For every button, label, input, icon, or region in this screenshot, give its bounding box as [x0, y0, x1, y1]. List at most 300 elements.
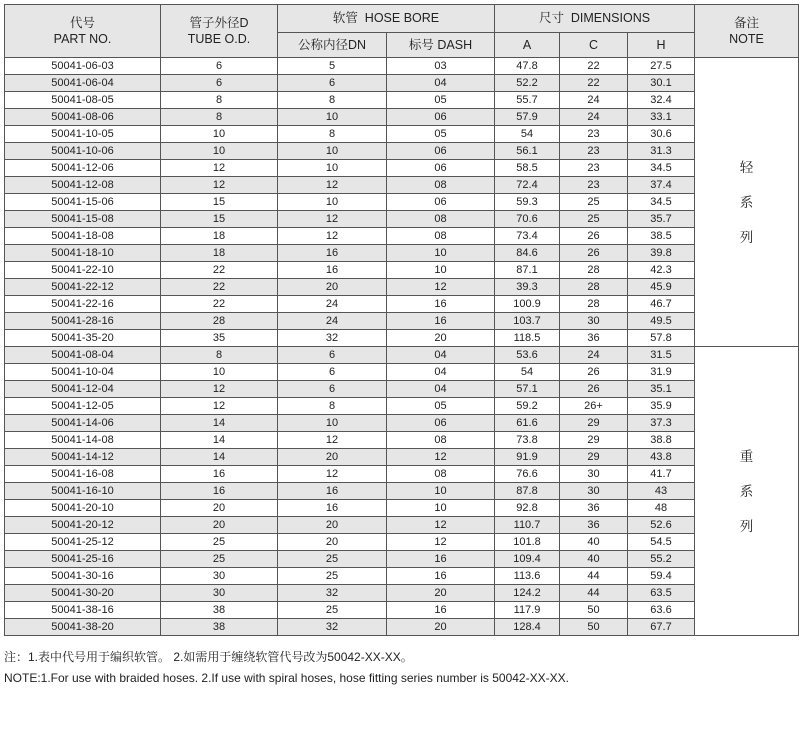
- cell-dn: 20: [278, 534, 387, 551]
- table-row: [5, 177, 799, 194]
- table-row: [5, 551, 799, 568]
- series-note-char: 系: [739, 194, 754, 210]
- table-row: [5, 585, 799, 602]
- cell-dn: 12: [278, 466, 387, 483]
- cell-dn: 10: [278, 143, 387, 160]
- cell-a: 47.8: [495, 58, 560, 75]
- table-row: [5, 602, 799, 619]
- cell-dn: 12: [278, 177, 387, 194]
- cell-c: 26: [560, 381, 628, 398]
- cell-a: 56.1: [495, 143, 560, 160]
- cell-dn: 24: [278, 313, 387, 330]
- cell-part-no: 50041-30-16: [5, 568, 161, 585]
- cell-a: 103.7: [495, 313, 560, 330]
- cell-h: 43: [628, 483, 695, 500]
- cell-dn: 32: [278, 330, 387, 347]
- cell-a: 53.6: [495, 347, 560, 364]
- cell-tube-od: 8: [161, 109, 278, 126]
- cell-a: 58.5: [495, 160, 560, 177]
- cell-a: 54: [495, 126, 560, 143]
- cell-h: 45.9: [628, 279, 695, 296]
- table-row: [5, 432, 799, 449]
- cell-c: 28: [560, 296, 628, 313]
- header-hose-bore: 软管 HOSE BORE: [278, 5, 495, 33]
- cell-part-no: 50041-06-04: [5, 75, 161, 92]
- cell-a: 52.2: [495, 75, 560, 92]
- cell-dash: 16: [387, 313, 495, 330]
- cell-dash: 10: [387, 483, 495, 500]
- cell-c: 30: [560, 313, 628, 330]
- table-row: [5, 619, 799, 636]
- cell-c: 30: [560, 466, 628, 483]
- cell-dash: 16: [387, 296, 495, 313]
- cell-part-no: 50041-08-04: [5, 347, 161, 364]
- cell-dash: 12: [387, 517, 495, 534]
- cell-part-no: 50041-22-16: [5, 296, 161, 313]
- cell-part-no: 50041-20-10: [5, 500, 161, 517]
- cell-part-no: 50041-38-16: [5, 602, 161, 619]
- cell-h: 55.2: [628, 551, 695, 568]
- cell-h: 52.6: [628, 517, 695, 534]
- cell-tube-od: 18: [161, 245, 278, 262]
- table-row: [5, 364, 799, 381]
- cell-dash: 08: [387, 211, 495, 228]
- header-part-no-cn: 代号: [69, 16, 95, 30]
- cell-part-no: 50041-10-05: [5, 126, 161, 143]
- cell-dn: 16: [278, 483, 387, 500]
- header-dimensions: 尺寸 DIMENSIONS: [495, 5, 695, 33]
- cell-tube-od: 30: [161, 585, 278, 602]
- cell-c: 23: [560, 126, 628, 143]
- cell-part-no: 50041-18-08: [5, 228, 161, 245]
- cell-c: 25: [560, 194, 628, 211]
- header-part-no-en: PART NO.: [53, 32, 112, 46]
- table-row: [5, 211, 799, 228]
- cell-c: 36: [560, 330, 628, 347]
- cell-a: 113.6: [495, 568, 560, 585]
- cell-a: 72.4: [495, 177, 560, 194]
- cell-dn: 6: [278, 364, 387, 381]
- cell-dn: 25: [278, 551, 387, 568]
- cell-a: 39.3: [495, 279, 560, 296]
- cell-tube-od: 22: [161, 279, 278, 296]
- cell-h: 63.5: [628, 585, 695, 602]
- header-tube-od-en: TUBE O.D.: [187, 32, 251, 46]
- cell-h: 35.1: [628, 381, 695, 398]
- cell-h: 34.5: [628, 160, 695, 177]
- cell-c: 23: [560, 160, 628, 177]
- table-row: [5, 466, 799, 483]
- cell-a: 128.4: [495, 619, 560, 636]
- table-row: [5, 398, 799, 415]
- table-row: [5, 279, 799, 296]
- cell-dash: 06: [387, 109, 495, 126]
- cell-part-no: 50041-18-10: [5, 245, 161, 262]
- cell-h: 63.6: [628, 602, 695, 619]
- table-row: [5, 483, 799, 500]
- cell-dn: 6: [278, 347, 387, 364]
- cell-c: 40: [560, 534, 628, 551]
- cell-dn: 10: [278, 109, 387, 126]
- cell-tube-od: 20: [161, 517, 278, 534]
- cell-dash: 16: [387, 602, 495, 619]
- cell-dash: 20: [387, 619, 495, 636]
- series-note: [695, 58, 799, 347]
- cell-a: 124.2: [495, 585, 560, 602]
- cell-c: 29: [560, 449, 628, 466]
- series-note-char: 列: [739, 229, 754, 245]
- cell-dash: 04: [387, 347, 495, 364]
- series-note-char: 重: [739, 448, 754, 464]
- table-row: [5, 415, 799, 432]
- table-row: [5, 449, 799, 466]
- cell-dash: 16: [387, 551, 495, 568]
- cell-dash: 05: [387, 92, 495, 109]
- footnotes: [4, 648, 569, 691]
- cell-dash: 10: [387, 262, 495, 279]
- table-row: [5, 92, 799, 109]
- cell-c: 36: [560, 500, 628, 517]
- cell-dn: 5: [278, 58, 387, 75]
- cell-part-no: 50041-25-12: [5, 534, 161, 551]
- cell-dn: 32: [278, 619, 387, 636]
- cell-tube-od: 38: [161, 602, 278, 619]
- cell-dn: 16: [278, 262, 387, 279]
- cell-h: 54.5: [628, 534, 695, 551]
- cell-a: 57.9: [495, 109, 560, 126]
- cell-h: 37.3: [628, 415, 695, 432]
- cell-a: 73.8: [495, 432, 560, 449]
- cell-a: 109.4: [495, 551, 560, 568]
- cell-a: 76.6: [495, 466, 560, 483]
- cell-dash: 04: [387, 364, 495, 381]
- cell-tube-od: 12: [161, 398, 278, 415]
- cell-dn: 25: [278, 602, 387, 619]
- cell-dash: 06: [387, 143, 495, 160]
- cell-h: 37.4: [628, 177, 695, 194]
- cell-h: 31.9: [628, 364, 695, 381]
- header-dash: 标号 DASH: [387, 33, 495, 58]
- cell-part-no: 50041-25-16: [5, 551, 161, 568]
- cell-a: 73.4: [495, 228, 560, 245]
- cell-dash: 12: [387, 449, 495, 466]
- cell-dash: 12: [387, 279, 495, 296]
- header-part-no: [5, 5, 161, 58]
- cell-tube-od: 38: [161, 619, 278, 636]
- cell-tube-od: 35: [161, 330, 278, 347]
- cell-h: 34.5: [628, 194, 695, 211]
- cell-c: 26+: [560, 398, 628, 415]
- cell-h: 38.5: [628, 228, 695, 245]
- cell-part-no: 50041-14-12: [5, 449, 161, 466]
- cell-part-no: 50041-14-06: [5, 415, 161, 432]
- cell-dn: 20: [278, 517, 387, 534]
- header-c: C: [560, 33, 628, 58]
- cell-tube-od: 14: [161, 415, 278, 432]
- series-note-char: 列: [739, 518, 754, 534]
- cell-part-no: 50041-22-12: [5, 279, 161, 296]
- table-row: [5, 75, 799, 92]
- fitting-spec-table: [4, 4, 799, 636]
- cell-c: 24: [560, 92, 628, 109]
- cell-part-no: 50041-08-06: [5, 109, 161, 126]
- cell-dash: 10: [387, 500, 495, 517]
- cell-c: 40: [560, 551, 628, 568]
- cell-tube-od: 10: [161, 126, 278, 143]
- cell-tube-od: 16: [161, 466, 278, 483]
- cell-dash: 06: [387, 415, 495, 432]
- cell-part-no: 50041-14-08: [5, 432, 161, 449]
- cell-dash: 03: [387, 58, 495, 75]
- cell-h: 35.7: [628, 211, 695, 228]
- cell-c: 26: [560, 228, 628, 245]
- table-row: [5, 500, 799, 517]
- cell-h: 41.7: [628, 466, 695, 483]
- cell-part-no: 50041-28-16: [5, 313, 161, 330]
- cell-part-no: 50041-16-10: [5, 483, 161, 500]
- cell-h: 46.7: [628, 296, 695, 313]
- cell-tube-od: 25: [161, 534, 278, 551]
- cell-a: 59.3: [495, 194, 560, 211]
- cell-a: 117.9: [495, 602, 560, 619]
- table-row: [5, 194, 799, 211]
- cell-tube-od: 20: [161, 500, 278, 517]
- cell-h: 39.8: [628, 245, 695, 262]
- cell-a: 87.1: [495, 262, 560, 279]
- header-tube-od-cn: 管子外径D: [189, 16, 249, 30]
- cell-tube-od: 30: [161, 568, 278, 585]
- cell-a: 57.1: [495, 381, 560, 398]
- cell-part-no: 50041-22-10: [5, 262, 161, 279]
- cell-dn: 6: [278, 381, 387, 398]
- cell-c: 22: [560, 58, 628, 75]
- cell-tube-od: 18: [161, 228, 278, 245]
- header-note: [695, 5, 799, 58]
- cell-dn: 16: [278, 245, 387, 262]
- cell-tube-od: 14: [161, 449, 278, 466]
- cell-part-no: 50041-35-20: [5, 330, 161, 347]
- cell-dash: 10: [387, 245, 495, 262]
- cell-tube-od: 25: [161, 551, 278, 568]
- cell-dn: 16: [278, 500, 387, 517]
- cell-part-no: 50041-12-06: [5, 160, 161, 177]
- table-body: [5, 58, 799, 636]
- cell-tube-od: 6: [161, 58, 278, 75]
- cell-c: 50: [560, 602, 628, 619]
- cell-dn: 10: [278, 194, 387, 211]
- table-row: [5, 381, 799, 398]
- cell-h: 49.5: [628, 313, 695, 330]
- cell-tube-od: 12: [161, 177, 278, 194]
- cell-part-no: 50041-12-04: [5, 381, 161, 398]
- cell-dn: 8: [278, 92, 387, 109]
- cell-c: 50: [560, 619, 628, 636]
- table-row: [5, 568, 799, 585]
- cell-c: 36: [560, 517, 628, 534]
- cell-c: 28: [560, 262, 628, 279]
- table-row: [5, 143, 799, 160]
- cell-part-no: 50041-12-08: [5, 177, 161, 194]
- cell-c: 23: [560, 143, 628, 160]
- cell-dash: 08: [387, 432, 495, 449]
- cell-c: 29: [560, 432, 628, 449]
- series-note: [695, 347, 799, 636]
- cell-h: 35.9: [628, 398, 695, 415]
- cell-dash: 08: [387, 228, 495, 245]
- cell-c: 22: [560, 75, 628, 92]
- cell-dn: 20: [278, 279, 387, 296]
- header-h: H: [628, 33, 695, 58]
- cell-c: 44: [560, 585, 628, 602]
- cell-part-no: 50041-08-05: [5, 92, 161, 109]
- cell-tube-od: 14: [161, 432, 278, 449]
- cell-c: 24: [560, 109, 628, 126]
- cell-a: 84.6: [495, 245, 560, 262]
- cell-dn: 6: [278, 75, 387, 92]
- cell-dn: 8: [278, 126, 387, 143]
- cell-h: 31.3: [628, 143, 695, 160]
- table-row: [5, 109, 799, 126]
- cell-part-no: 50041-15-08: [5, 211, 161, 228]
- cell-dash: 08: [387, 466, 495, 483]
- cell-a: 54: [495, 364, 560, 381]
- cell-part-no: 50041-12-05: [5, 398, 161, 415]
- cell-tube-od: 10: [161, 143, 278, 160]
- cell-tube-od: 12: [161, 381, 278, 398]
- cell-h: 33.1: [628, 109, 695, 126]
- cell-c: 25: [560, 211, 628, 228]
- cell-dn: 12: [278, 432, 387, 449]
- cell-tube-od: 8: [161, 92, 278, 109]
- cell-part-no: 50041-10-04: [5, 364, 161, 381]
- cell-part-no: 50041-30-20: [5, 585, 161, 602]
- cell-c: 44: [560, 568, 628, 585]
- cell-c: 29: [560, 415, 628, 432]
- cell-dn: 12: [278, 211, 387, 228]
- series-note-char: 轻: [739, 159, 754, 175]
- table-row: [5, 228, 799, 245]
- cell-part-no: 50041-15-06: [5, 194, 161, 211]
- cell-tube-od: 28: [161, 313, 278, 330]
- header-note-cn: 备注: [733, 16, 759, 30]
- cell-a: 101.8: [495, 534, 560, 551]
- cell-a: 59.2: [495, 398, 560, 415]
- cell-a: 100.9: [495, 296, 560, 313]
- cell-dn: 24: [278, 296, 387, 313]
- cell-h: 67.7: [628, 619, 695, 636]
- cell-part-no: 50041-20-12: [5, 517, 161, 534]
- cell-part-no: 50041-10-06: [5, 143, 161, 160]
- cell-tube-od: 12: [161, 160, 278, 177]
- table-row: [5, 262, 799, 279]
- cell-dn: 10: [278, 415, 387, 432]
- cell-tube-od: 6: [161, 75, 278, 92]
- cell-dash: 06: [387, 194, 495, 211]
- table-row: [5, 126, 799, 143]
- cell-h: 57.8: [628, 330, 695, 347]
- cell-a: 70.6: [495, 211, 560, 228]
- cell-dn: 20: [278, 449, 387, 466]
- cell-h: 30.6: [628, 126, 695, 143]
- cell-dash: 04: [387, 381, 495, 398]
- cell-tube-od: 22: [161, 296, 278, 313]
- table-row: [5, 296, 799, 313]
- cell-c: 26: [560, 364, 628, 381]
- cell-dash: 08: [387, 177, 495, 194]
- cell-h: 38.8: [628, 432, 695, 449]
- cell-dash: 04: [387, 75, 495, 92]
- cell-h: 42.3: [628, 262, 695, 279]
- table-header: [5, 5, 799, 58]
- cell-a: 92.8: [495, 500, 560, 517]
- cell-c: 26: [560, 245, 628, 262]
- cell-dn: 32: [278, 585, 387, 602]
- cell-tube-od: 15: [161, 194, 278, 211]
- cell-c: 23: [560, 177, 628, 194]
- header-note-en: NOTE: [729, 32, 764, 46]
- header-tube-od: [161, 5, 278, 58]
- table-row: [5, 347, 799, 364]
- table-row: [5, 245, 799, 262]
- table-row: [5, 313, 799, 330]
- table-row: [5, 534, 799, 551]
- cell-dash: 05: [387, 126, 495, 143]
- cell-c: 24: [560, 347, 628, 364]
- cell-part-no: 50041-16-08: [5, 466, 161, 483]
- cell-part-no: 50041-38-20: [5, 619, 161, 636]
- cell-a: 110.7: [495, 517, 560, 534]
- cell-tube-od: 8: [161, 347, 278, 364]
- cell-c: 30: [560, 483, 628, 500]
- table-row: [5, 330, 799, 347]
- footnote-cn: 注：1.表中代号用于编织软管。 2.如需用于缠绕软管代号改为50042-XX-XX。: [4, 650, 413, 664]
- cell-dn: 8: [278, 398, 387, 415]
- cell-h: 32.4: [628, 92, 695, 109]
- header-dn: 公称内径DN: [278, 33, 387, 58]
- cell-dash: 12: [387, 534, 495, 551]
- cell-dn: 10: [278, 160, 387, 177]
- cell-h: 27.5: [628, 58, 695, 75]
- series-note-char: 系: [739, 483, 754, 499]
- cell-c: 28: [560, 279, 628, 296]
- cell-h: 59.4: [628, 568, 695, 585]
- cell-h: 48: [628, 500, 695, 517]
- cell-a: 87.8: [495, 483, 560, 500]
- cell-a: 91.9: [495, 449, 560, 466]
- cell-tube-od: 16: [161, 483, 278, 500]
- cell-a: 61.6: [495, 415, 560, 432]
- cell-dash: 06: [387, 160, 495, 177]
- cell-tube-od: 22: [161, 262, 278, 279]
- cell-tube-od: 10: [161, 364, 278, 381]
- cell-part-no: 50041-06-03: [5, 58, 161, 75]
- cell-dash: 05: [387, 398, 495, 415]
- cell-h: 31.5: [628, 347, 695, 364]
- cell-a: 118.5: [495, 330, 560, 347]
- footnote-en: NOTE:1.For use with braided hoses. 2.If use with spiral hoses, hose fitting series number is 50042-XX-XX.: [4, 671, 569, 685]
- cell-a: 55.7: [495, 92, 560, 109]
- cell-dash: 20: [387, 585, 495, 602]
- cell-dash: 20: [387, 330, 495, 347]
- header-a: A: [495, 33, 560, 58]
- table-row: [5, 517, 799, 534]
- cell-dash: 16: [387, 568, 495, 585]
- table-row: [5, 160, 799, 177]
- cell-tube-od: 15: [161, 211, 278, 228]
- cell-dn: 25: [278, 568, 387, 585]
- cell-h: 43.8: [628, 449, 695, 466]
- table-row: [5, 58, 799, 75]
